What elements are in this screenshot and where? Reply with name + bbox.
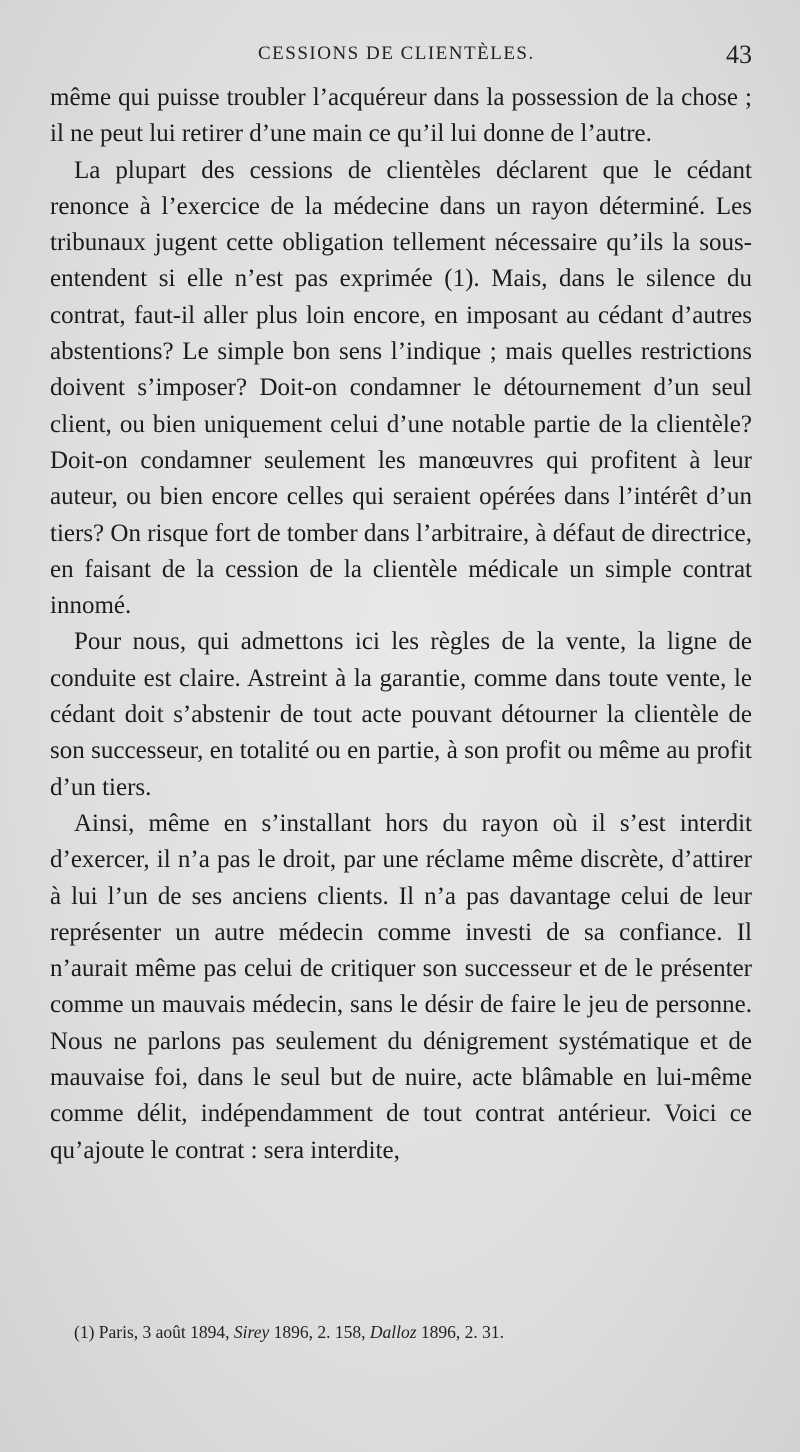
paragraph: La plupart des cessions de clientèles déclarent que le cédant renonce à l’exercice de la médecine dans un rayon déterminé. Les tribunaux jugent cette obligation tellement nécessaire qu’ils la sous-entendent si elle n’est pas exprimée (1). Mais, dans le silence du contrat, faut-il aller plus loin encore, en imposant au cédant d’autres abstentions? Le simple bon sens l’indique ; mais quelles restrictions doivent s’imposer? Doit-on condamner le détournement d’un seul client, ou bien uniquement celui d’une notable partie de la clientèle? Doit-on condamner seulement les manœuvres qui profitent à leur auteur, ou bien encore celles qui seraient opérées dans l’intérêt d’un tiers? On risque fort de tomber dans l’arbitraire, à défaut de directrice, en faisant de la cession de la clientèle médicale un simple contrat innomé. [50, 156, 752, 620]
footnote-city-date: Paris, 3 août 1894, [98, 1322, 230, 1342]
running-title: CESSIONS DE CLIENTÈLES. [258, 43, 535, 64]
footnote [74, 1322, 754, 1343]
footnote-ref-sirey: 1896, 2. 158, [273, 1322, 366, 1342]
paragraph: Pour nous, qui admettons ici les règles de la vente, la ligne de conduite est claire. Astreint à la garantie, comme dans toute vente, le cédant doit s’abstenir de tout acte pouvant détourner la clientèle de son successeur, en totalité ou en partie, à son profit ou même au profit d’un tiers. [50, 628, 752, 801]
page-header [50, 40, 752, 74]
footnote-marker: (1) [74, 1322, 95, 1342]
footnote-source-dalloz: Dalloz [369, 1322, 417, 1342]
paragraph: Ainsi, même en s’installant hors du rayon où il s’est interdit d’exercer, il n’a pas le droit, par une réclame même discrète, d’attirer à lui l’un de ses anciens clients. Il n’a pas davantage celui de leur représenter un autre médecin comme investi de sa confiance. Il n’aurait même pas celui de critiquer son successeur et de le présenter comme un mauvais médecin, sans le désir de faire le jeu de personne. Nous ne parlons pas seulement du dénigrement systématique et de mauvaise foi, dans le seul but de nuire, acte blâmable en lui-même comme délit, indépendamment de tout contrat antérieur. Voici ce qu’ajoute le contrat : sera interdite, [50, 809, 752, 1164]
footnote-ref-dalloz: 1896, 2. 31. [420, 1322, 505, 1342]
footnote-source-sirey: Sirey [233, 1322, 270, 1342]
page-number: 43 [726, 40, 752, 69]
body-text [50, 80, 752, 1169]
paragraph-continued: même qui puisse troubler l’acquéreur dans la possession de la chose ; il ne peut lui retirer d’une main ce qu’il lui donne de l’autre. [50, 84, 752, 148]
